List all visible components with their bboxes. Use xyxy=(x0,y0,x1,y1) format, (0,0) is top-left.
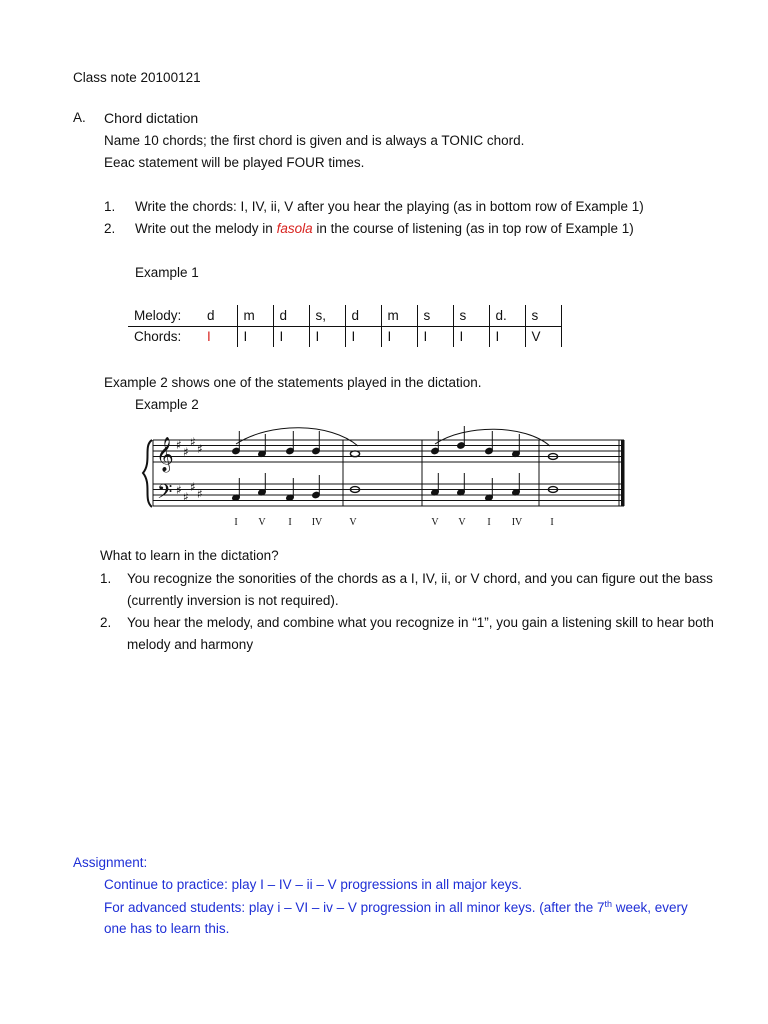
learn-item-text: You hear the melody, and combine what you recognize in “1”, you gain a listening skill to hear both xyxy=(127,615,714,630)
treble-notes xyxy=(232,426,558,459)
chord-cell: I xyxy=(309,326,345,347)
melody-cell: d. xyxy=(489,305,525,326)
learn-item-number: 1. xyxy=(100,571,112,586)
melody-cell: s, xyxy=(309,305,345,326)
melody-cell: d xyxy=(273,305,309,326)
melody-cell: s xyxy=(525,305,561,326)
chord-cell: I xyxy=(237,326,273,347)
treble-clef-icon: 𝄞 xyxy=(156,438,174,471)
assignment-line-2 xyxy=(104,900,688,916)
learn-question: What to learn in the dictation? xyxy=(100,548,279,563)
learn-item-text: melody and harmony xyxy=(127,637,254,652)
roman-numeral: V xyxy=(349,517,357,528)
chord-cell: I xyxy=(489,326,525,347)
assignment-line-2-post: week, every xyxy=(612,900,688,915)
instruction-line-1: Name 10 chords; the first chord is given and is always a TONIC chord. xyxy=(104,133,525,148)
example-1-title: Example 1 xyxy=(135,265,199,280)
svg-text:♯: ♯ xyxy=(176,438,182,452)
svg-text:♯: ♯ xyxy=(197,487,203,501)
chord-cell: I xyxy=(417,326,453,347)
step-text: Write the chords: I, IV, ii, V after you hear the playing (as in bottom row of Example 1) xyxy=(135,199,644,214)
assignment-line-3: one has to learn this. xyxy=(104,921,230,936)
instruction-line-2: Eeac statement will be played FOUR times. xyxy=(104,155,365,170)
chords-row xyxy=(128,326,561,347)
slur xyxy=(435,429,550,446)
melody-label: Melody: xyxy=(128,305,201,326)
fasola-highlight: fasola xyxy=(276,221,313,236)
chords-label: Chords: xyxy=(134,329,182,345)
example-1-table xyxy=(128,305,562,347)
chord-cell: V xyxy=(525,326,561,347)
step-text-post: in the course of listening (as in top row of Example 1) xyxy=(312,221,634,236)
svg-text:♯: ♯ xyxy=(190,480,196,494)
page-title: Class note 20100121 xyxy=(73,70,201,85)
assignment-line-1: Continue to practice: play I – IV – ii – V progressions in all major keys. xyxy=(104,877,522,892)
grand-staff-brace xyxy=(143,440,152,507)
melody-cell: s xyxy=(417,305,453,326)
example-2-intro: Example 2 shows one of the statements played in the dictation. xyxy=(104,375,482,390)
final-barline-thick xyxy=(621,440,625,506)
learn-item-text: You recognize the sonorities of the chords as a I, IV, ii, or V chord, and you can figure out the bass xyxy=(127,571,713,586)
melody-cell: d xyxy=(345,305,381,326)
chord-cell: I xyxy=(273,326,309,347)
assignment-title: Assignment: xyxy=(73,855,148,870)
chord-cell: I xyxy=(345,326,381,347)
bass-staff xyxy=(153,484,624,506)
svg-text:♯: ♯ xyxy=(176,483,182,497)
step-text xyxy=(135,221,634,237)
treble-staff xyxy=(153,440,624,462)
roman-numeral: IV xyxy=(311,517,323,528)
melody-cell: m xyxy=(237,305,273,326)
roman-numeral: I xyxy=(487,517,491,528)
roman-numeral: I xyxy=(234,517,238,528)
step-text-pre: Write out the melody in xyxy=(135,221,277,236)
melody-row xyxy=(128,305,561,326)
roman-numeral: I xyxy=(550,517,554,528)
svg-text:♯: ♯ xyxy=(190,435,196,449)
melody-cell: m xyxy=(381,305,417,326)
learn-item-number: 2. xyxy=(100,615,112,630)
section-letter: A. xyxy=(73,110,86,125)
roman-numeral: I xyxy=(288,517,292,528)
chord-cell: I xyxy=(381,326,417,347)
step-number: 2. xyxy=(104,221,116,236)
bass-notes xyxy=(232,473,558,501)
svg-text:♯: ♯ xyxy=(183,490,189,504)
melody-cell: s xyxy=(453,305,489,326)
svg-text:♯: ♯ xyxy=(183,445,189,459)
bass-clef-icon: 𝄢 xyxy=(157,481,173,508)
assignment-line-2-pre: For advanced students: play i – VI – iv – V progression in all minor keys. (after the 7 xyxy=(104,900,605,915)
chord-cell-given: I xyxy=(207,329,211,345)
roman-numeral: V xyxy=(431,517,439,528)
assignment-superscript: th xyxy=(604,899,613,909)
treble-key-signature-icon xyxy=(176,435,203,459)
slur xyxy=(236,428,358,446)
learn-item-text: (currently inversion is not required). xyxy=(127,593,339,608)
chord-cell: I xyxy=(453,326,489,347)
roman-numeral: V xyxy=(458,517,466,528)
melody-cell: d xyxy=(201,305,237,326)
step-number: 1. xyxy=(104,199,116,214)
roman-numeral: V xyxy=(258,517,266,528)
bass-key-signature-icon xyxy=(176,480,203,504)
example-2-title: Example 2 xyxy=(135,397,199,412)
svg-text:♯: ♯ xyxy=(197,442,203,456)
roman-numeral: IV xyxy=(511,517,523,528)
section-heading: Chord dictation xyxy=(104,110,199,126)
